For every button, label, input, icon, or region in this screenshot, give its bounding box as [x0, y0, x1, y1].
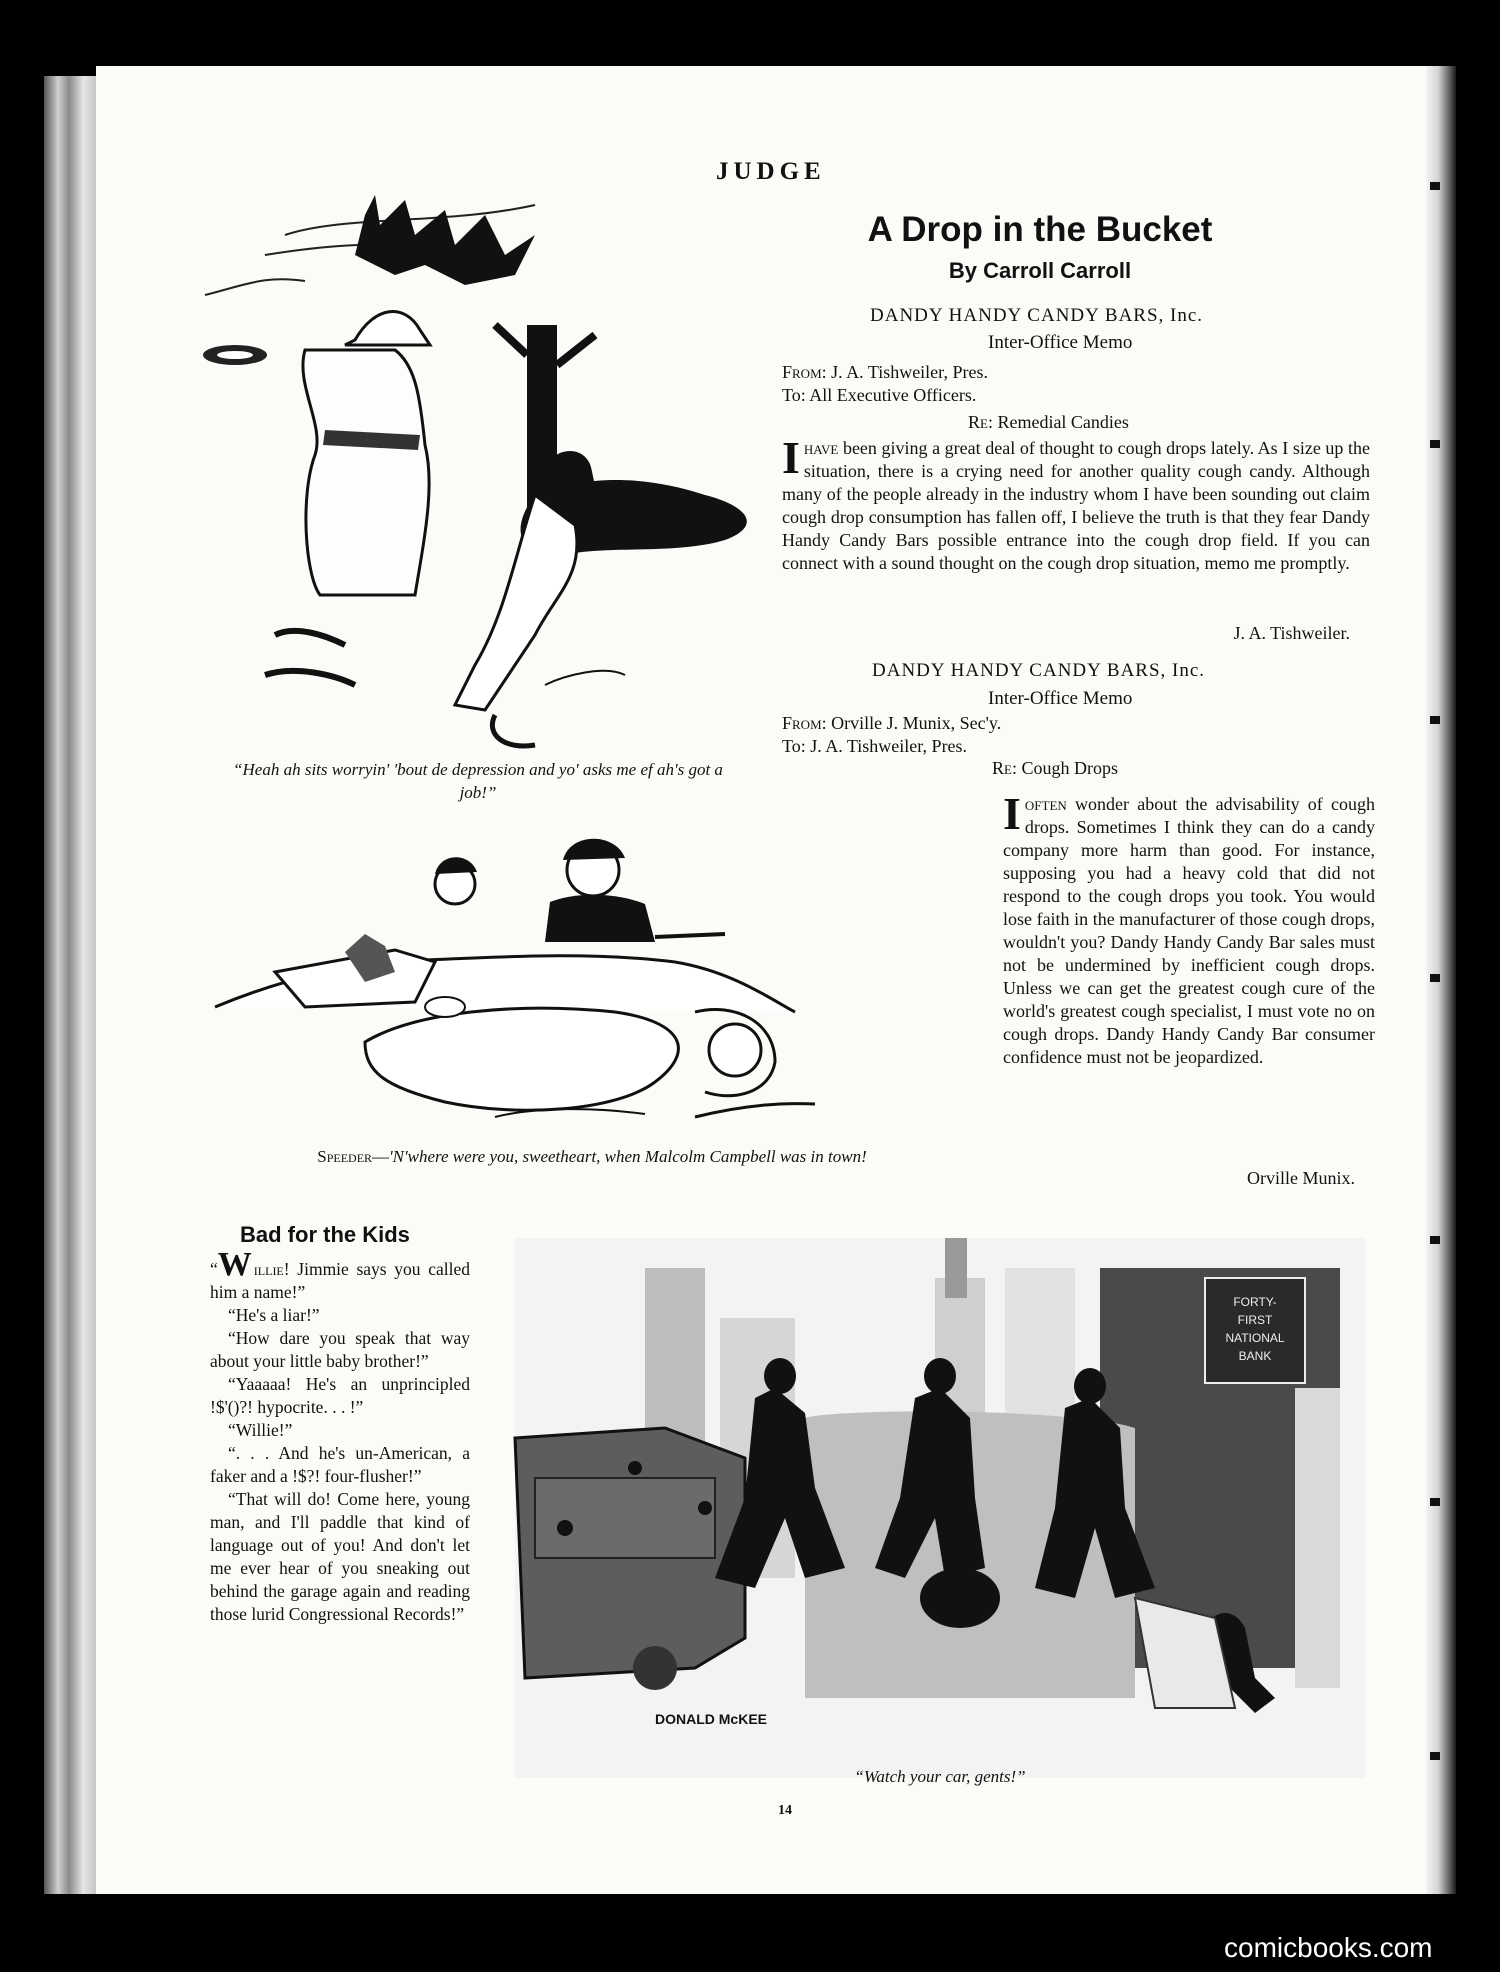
sidebar-body [210, 1246, 470, 1626]
page-edge-mark [1430, 716, 1440, 724]
page-edge-mark [1430, 182, 1440, 190]
memo1-dropcap: I [782, 432, 800, 483]
memo1-from-line [782, 361, 988, 383]
speeder-caption-lead: Speeder— [317, 1147, 390, 1166]
speeder-cartoon-illustration [215, 842, 915, 1142]
page-edge-mark [1430, 1752, 1440, 1760]
memo2-re-line [992, 758, 1118, 779]
memo1-to: All Executive Officers. [809, 385, 977, 405]
memo2-to: J. A. Tishweiler, Pres. [810, 736, 968, 756]
memo1-company: DANDY HANDY CANDY BARS, Inc. [870, 305, 1204, 326]
sidebar-paragraph: “Willie!” [228, 1420, 293, 1440]
memo1-kind: Inter-Office Memo [988, 332, 1133, 353]
memo1-re-line [968, 412, 1129, 433]
golf-cartoon-illustration [205, 195, 775, 755]
sidebar-title: Bad for the Kids [240, 1222, 410, 1247]
memo1-re-label: Re: [968, 412, 993, 432]
memo2-re: Cough Drops [1021, 758, 1118, 778]
svg-text:FIRST: FIRST [1237, 1313, 1273, 1327]
bank-cartoon-signature: DONALD McKEE [655, 1711, 768, 1727]
memo1-from-label: From: [782, 362, 827, 382]
page-stack-left [44, 76, 100, 1894]
svg-text:BANK: BANK [1238, 1349, 1272, 1363]
bank-cartoon-caption: “Watch your car, gents!” [854, 1767, 1026, 1786]
memo2-re-label: Re: [992, 758, 1017, 778]
sidebar-paragraph-text: Jimmie says you called him a name!” [210, 1259, 470, 1302]
memo2-body [1003, 788, 1376, 1069]
memo2-from-line [782, 712, 1001, 734]
sidebar-paragraph: “. . . And he's un-American, a faker and a !$?! four-flusher!” [210, 1443, 470, 1486]
page-edge-mark [1430, 1498, 1440, 1506]
sidebar-paragraph: “How dare you speak that way about your little baby brother!” [210, 1328, 470, 1371]
magazine-title: JUDGE [716, 158, 826, 185]
memo2-to-label: To: [782, 736, 806, 756]
memo2-to-line [782, 735, 967, 757]
page-edge-mark [1430, 974, 1440, 982]
memo2-body-text: wonder about the advisability of cough drops. Sometimes I think they can do a candy company more harm than good. For instance, supposing you had a heavy cold that did not respond to the cough drops you took. You would lose faith in the manufacturer of those cough drops, wouldn't you? Dandy Handy Candy Bar sales must not be undermined by inefficient cough drops. Unless we can get the greatest cough cure of the world's greatest cough specialist, I must vote no on cough drops. Dandy Handy Candy Bar consumer confidence must not be jeopardized. [1003, 794, 1376, 1067]
memo2-lead: often [1024, 794, 1067, 814]
svg-text:FORTY-: FORTY- [1233, 1295, 1277, 1309]
memo1-from: J. A. Tishweiler, Pres. [831, 362, 988, 382]
sidebar-paragraph: “He's a liar!” [228, 1305, 320, 1325]
page-edge-mark [1430, 440, 1440, 448]
memo2-dropcap: I [1003, 788, 1021, 839]
sidebar-paragraph: “That will do! Come here, young man, and I'll paddle that kind of language out of you! And don't let me ever hear of you sneaking out behind the garage again and reading those lurid Congressional Records!” [210, 1489, 470, 1624]
bank-cartoon-illustration [515, 1238, 1365, 1778]
golf-cartoon-caption: “Heah ah sits worryin' 'bout de depression and yo' asks me ef ah's got a job!” [233, 760, 723, 802]
memo1-to-label: To: [782, 385, 806, 405]
sidebar-paragraph: “W illie! Jimmie says you called him a name!” [210, 1246, 470, 1302]
memo1-to-line [782, 384, 976, 406]
page-number: 14 [778, 1803, 792, 1818]
memo2-kind: Inter-Office Memo [988, 688, 1133, 709]
sidebar-dropcap: W [217, 1246, 252, 1283]
speeder-cartoon-caption [232, 1145, 952, 1168]
site-watermark: comicbooks.com [1224, 1932, 1433, 1963]
speeder-caption-text: 'N'where were you, sweetheart, when Malcolm Campbell was in town! [389, 1147, 867, 1166]
memo2-from: Orville J. Munix, Sec'y. [831, 713, 1002, 733]
memo2-signature: Orville Munix. [1247, 1168, 1355, 1188]
memo1-body-text: been giving a great deal of thought to cough drops lately. As I size up the situation, there is a crying need for another quality cough candy. Although many of the people already in the industry whom I have been sounding out claim cough drop consumption has fallen off, I believe the truth is that they fear Dandy Handy Candy Bars possible entrance into the cough drop field. If you can connect with a sound thought on the cough drop situation, memo me promptly. [782, 438, 1370, 573]
sidebar-lead: illie! [253, 1259, 290, 1279]
article-byline: By Carroll Carroll [948, 258, 1132, 283]
memo1-signature: J. A. Tishweiler. [1233, 623, 1350, 643]
memo1-body [782, 432, 1370, 575]
article-title: A Drop in the Bucket [867, 210, 1213, 249]
memo2-company: DANDY HANDY CANDY BARS, Inc. [872, 660, 1206, 681]
memo2-from-label: From: [782, 713, 827, 733]
svg-text:NATIONAL: NATIONAL [1225, 1331, 1285, 1345]
memo1-re: Remedial Candies [997, 412, 1129, 432]
memo1-lead: have [803, 438, 839, 458]
page-edge-mark [1430, 1236, 1440, 1244]
sidebar-paragraph: “Yaaaaa! He's an unprincipled !$'()?! hypocrite. . . !” [210, 1374, 470, 1417]
